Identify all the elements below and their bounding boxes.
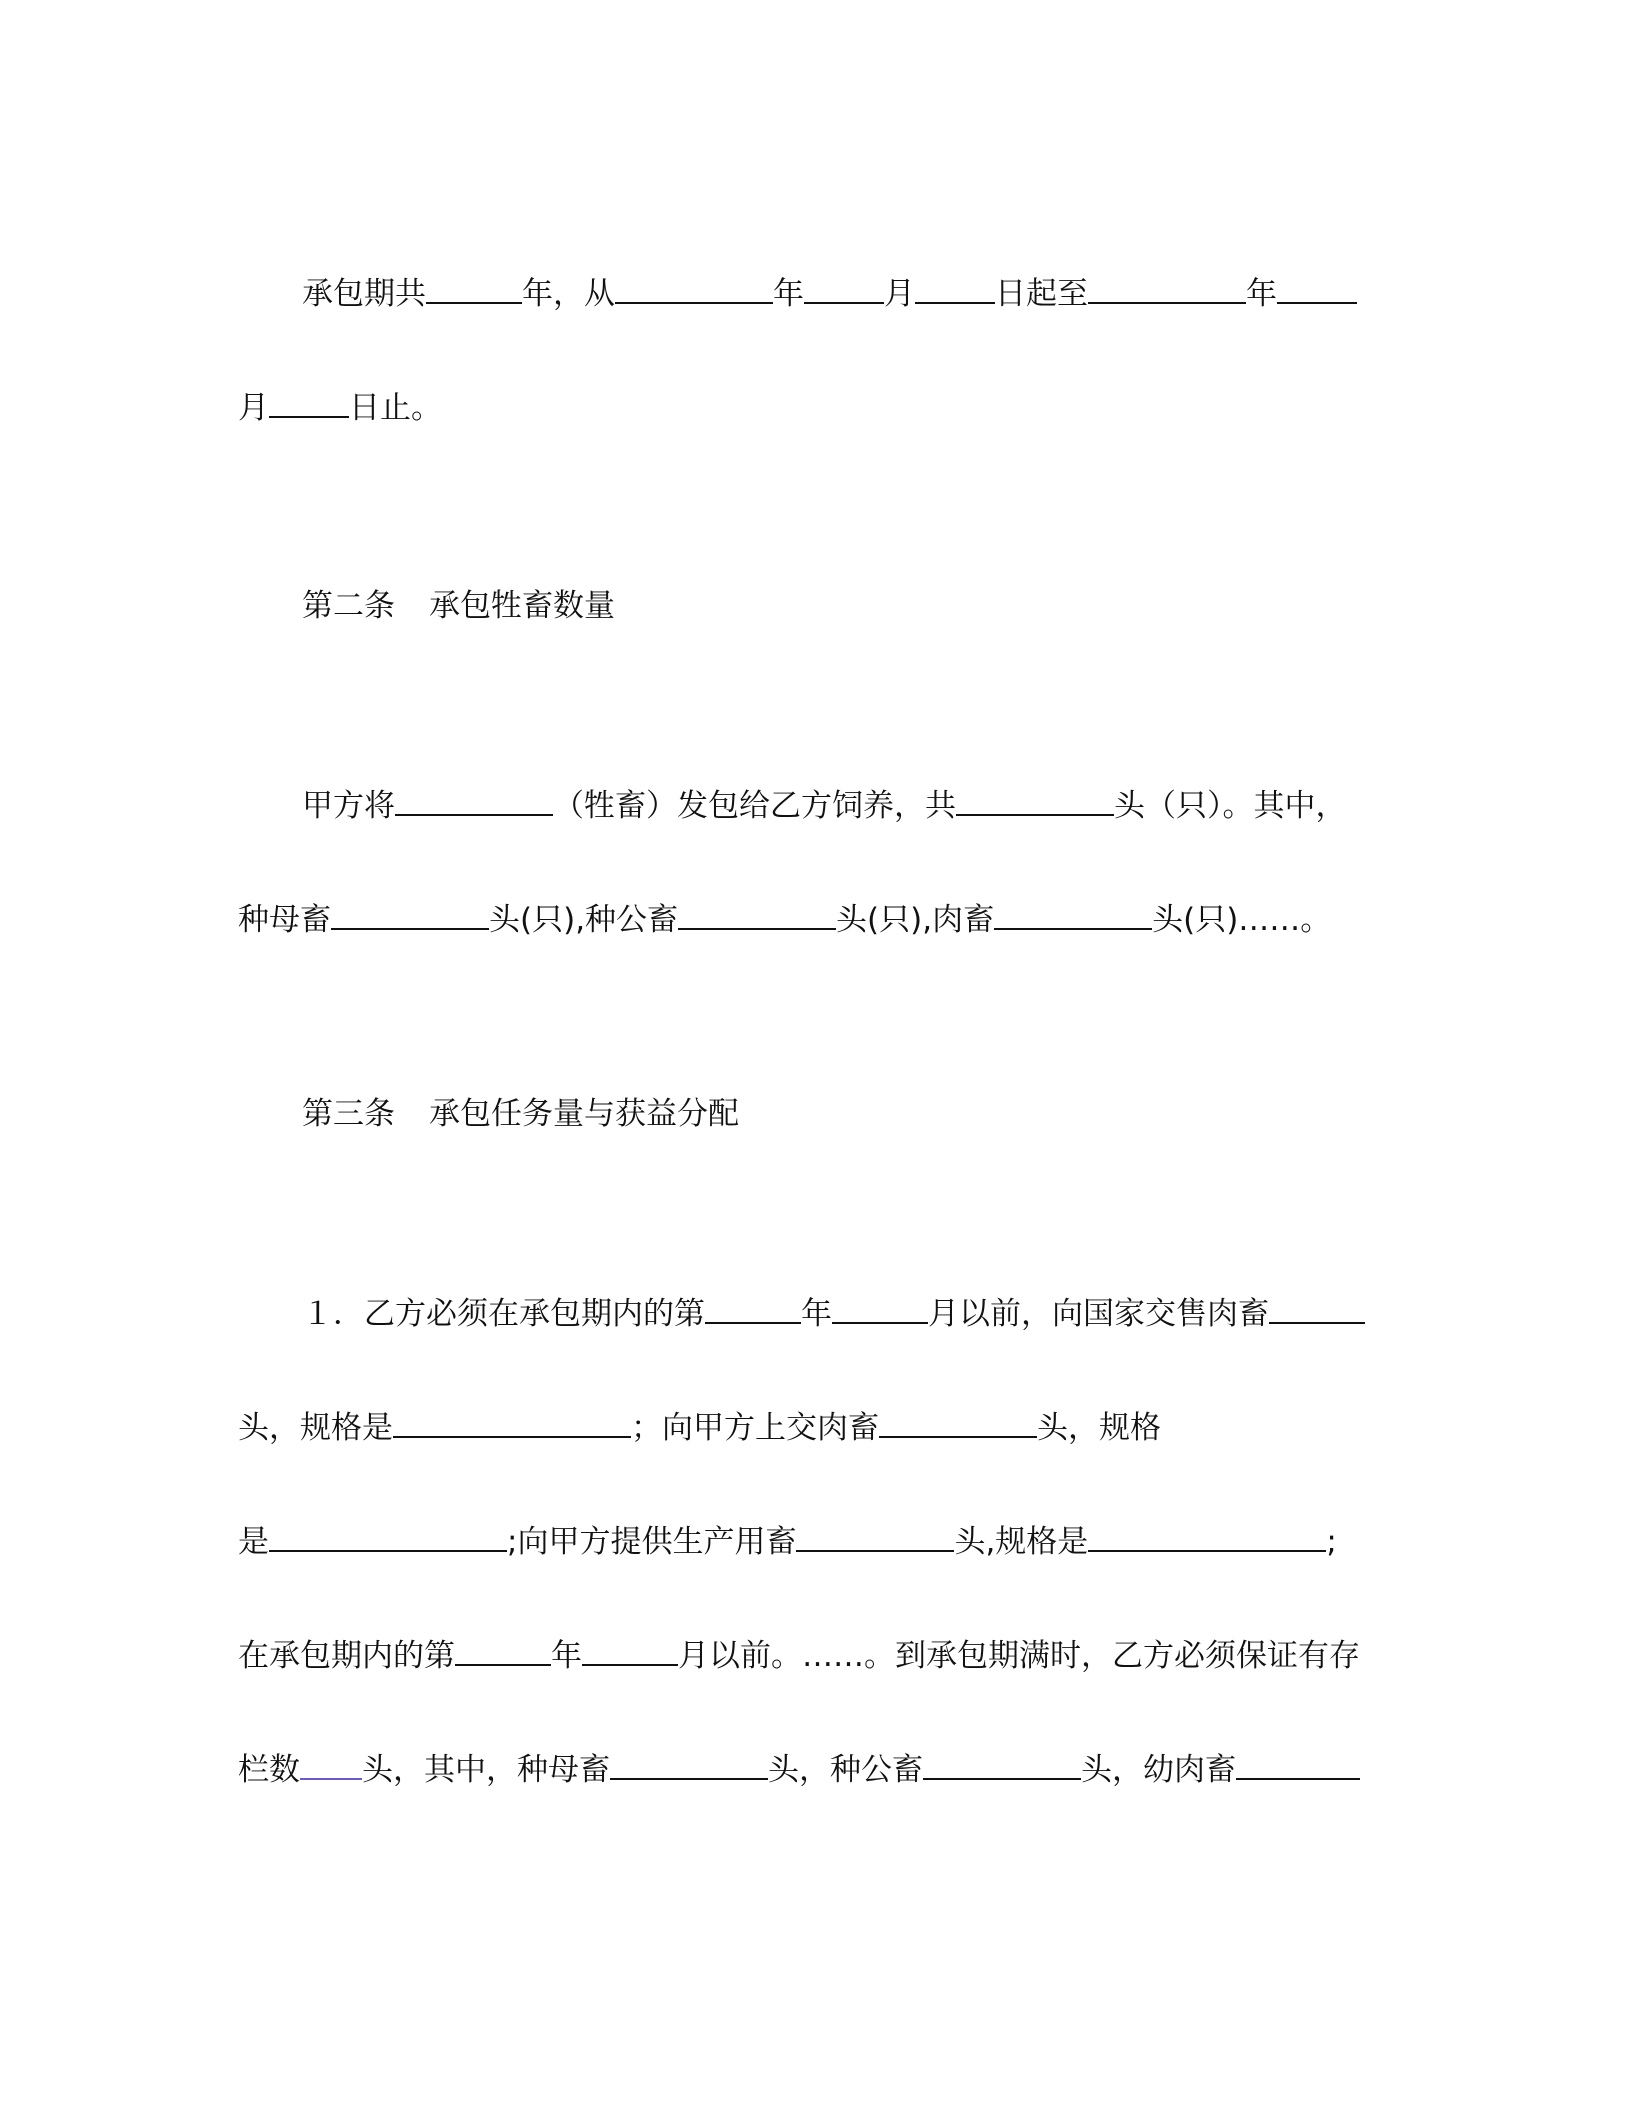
text: 日起至 [995, 276, 1088, 312]
text: 月以前，向国家交售肉畜 [928, 1296, 1269, 1332]
sale-month-blank[interactable] [832, 1292, 928, 1324]
state-sale-spec-blank[interactable] [393, 1406, 631, 1438]
text: ; [1326, 1524, 1337, 1560]
task-line-1 [302, 1292, 1365, 1336]
section-3-heading [302, 1092, 739, 1136]
end-year-blank[interactable] [1088, 272, 1246, 304]
production-livestock-spec-blank[interactable] [1088, 1520, 1326, 1552]
text: 头，幼肉畜 [1081, 1752, 1236, 1788]
years-blank[interactable] [426, 272, 522, 304]
text: 承包期共 [302, 276, 426, 312]
task-line-4 [238, 1634, 1360, 1678]
state-sale-heads-blank[interactable] [1269, 1292, 1365, 1324]
text: 年 [1246, 276, 1277, 312]
task-line-5 [238, 1748, 1360, 1792]
text: 是 [238, 1524, 269, 1560]
text: 年 [551, 1638, 582, 1674]
text: 年 [773, 276, 804, 312]
start-day-blank[interactable] [915, 272, 995, 304]
text: 日止。 [349, 390, 442, 426]
start-year-blank[interactable] [615, 272, 773, 304]
text: 头,规格是 [954, 1524, 1089, 1560]
text: 头，规格是 [238, 1410, 393, 1446]
section-2-heading [302, 584, 615, 628]
stock-count-blank[interactable] [300, 1748, 362, 1780]
party-a-meat-spec-blank[interactable] [269, 1520, 507, 1552]
term-line-2 [238, 386, 442, 430]
text: 头（只）。其中， [1114, 788, 1347, 824]
end-day-blank[interactable] [269, 386, 349, 418]
section-number: 第二条 [302, 588, 395, 624]
text: 头(只),种公畜 [489, 902, 679, 938]
text: 甲方将 [302, 788, 395, 824]
breeding-male-blank[interactable] [678, 898, 836, 930]
text: 头，规格 [1037, 1410, 1161, 1446]
text: 种母畜 [238, 902, 331, 938]
text: １．乙方必须在承包期内的第 [302, 1296, 705, 1332]
text: 在承包期内的第 [238, 1638, 455, 1674]
livestock-line-1 [302, 784, 1347, 828]
meat-livestock-blank[interactable] [994, 898, 1152, 930]
text: 年，从 [522, 276, 615, 312]
text: 月以前。……。到承包期满时，乙方必须保证有存 [678, 1638, 1360, 1674]
stock-breeding-male-blank[interactable] [923, 1748, 1081, 1780]
section-number: 第三条 [302, 1096, 395, 1132]
start-month-blank[interactable] [804, 272, 884, 304]
total-heads-blank[interactable] [956, 784, 1114, 816]
text: 头(只)……。 [1152, 902, 1332, 938]
livestock-type-blank[interactable] [395, 784, 553, 816]
production-livestock-heads-blank[interactable] [796, 1520, 954, 1552]
task-line-2 [238, 1406, 1161, 1450]
task-line-3 [238, 1520, 1337, 1564]
party-a-meat-heads-blank[interactable] [879, 1406, 1037, 1438]
section-title: 承包牲畜数量 [429, 588, 615, 624]
stock-young-meat-blank[interactable] [1236, 1748, 1360, 1780]
text: 头，种公畜 [768, 1752, 923, 1788]
text: 年 [801, 1296, 832, 1332]
livestock-line-2 [238, 898, 1331, 942]
text: 头(只),肉畜 [836, 902, 995, 938]
end-month-blank[interactable] [1277, 272, 1357, 304]
text: 月 [884, 276, 915, 312]
stock-breeding-female-blank[interactable] [610, 1748, 768, 1780]
text: 月 [238, 390, 269, 426]
text: 头，其中，种母畜 [362, 1752, 610, 1788]
term-line-1 [302, 272, 1357, 316]
section-title: 承包任务量与获益分配 [429, 1096, 739, 1132]
breeding-female-blank[interactable] [331, 898, 489, 930]
text: 栏数 [238, 1752, 300, 1788]
deadline-year-blank[interactable] [455, 1634, 551, 1666]
text: ；向甲方上交肉畜 [631, 1410, 879, 1446]
deadline-month-blank[interactable] [582, 1634, 678, 1666]
text: ;向甲方提供生产用畜 [507, 1524, 797, 1560]
text: （牲畜）发包给乙方饲养，共 [553, 788, 956, 824]
sale-year-blank[interactable] [705, 1292, 801, 1324]
